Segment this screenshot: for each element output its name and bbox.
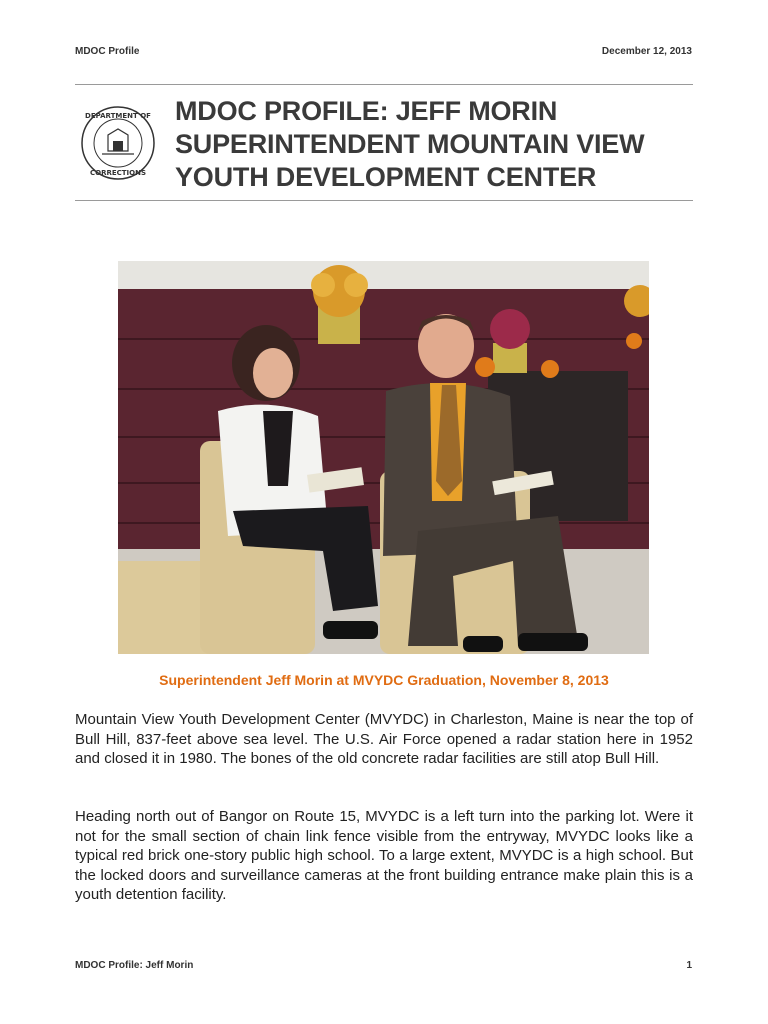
seal-top-text: DEPARTMENT OF: [85, 112, 151, 120]
footer-title: MDOC Profile: Jeff Morin: [75, 960, 194, 971]
seal-bottom-text: CORRECTIONS: [89, 169, 147, 177]
header-doc-label: MDOC Profile: [75, 46, 140, 57]
department-seal-icon: [80, 105, 156, 181]
page-title: [175, 95, 715, 194]
title-line-3: YOUTH DEVELOPMENT CENTER: [175, 162, 597, 192]
paragraph-2: Heading north out of Bangor on Route 15, MVYDC is a left turn into the parking lot. Were it not for the small section of chain link fence visible from the entryway, MVYDC looks like a typical red brick one-story public high school. To a large extent, MVYDC is a high school. But the locked doors and surveillance cameras at the front building entrance make plain this is a youth detention facility.: [75, 808, 693, 903]
header-date: December 12, 2013: [601, 46, 692, 57]
graduation-photo: [118, 261, 649, 654]
title-line-2: SUPERINTENDENT MOUNTAIN VIEW: [175, 129, 645, 159]
photo-caption: Superintendent Jeff Morin at MVYDC Graduation, November 8, 2013: [159, 672, 609, 688]
page-number: 1: [686, 960, 692, 971]
title-line-1: MDOC PROFILE: JEFF MORIN: [175, 96, 558, 126]
header-rule: [75, 84, 693, 85]
title-rule: [75, 200, 693, 201]
paragraph-1: Mountain View Youth Development Center (MVYDC) in Charleston, Maine is near the top of Bull Hill, 837-feet above sea level. The U.S. Air Force opened a radar station here in 1952 and closed it in 1980. The bones of the old concrete radar facilities are still atop Bull Hill.: [75, 711, 693, 767]
